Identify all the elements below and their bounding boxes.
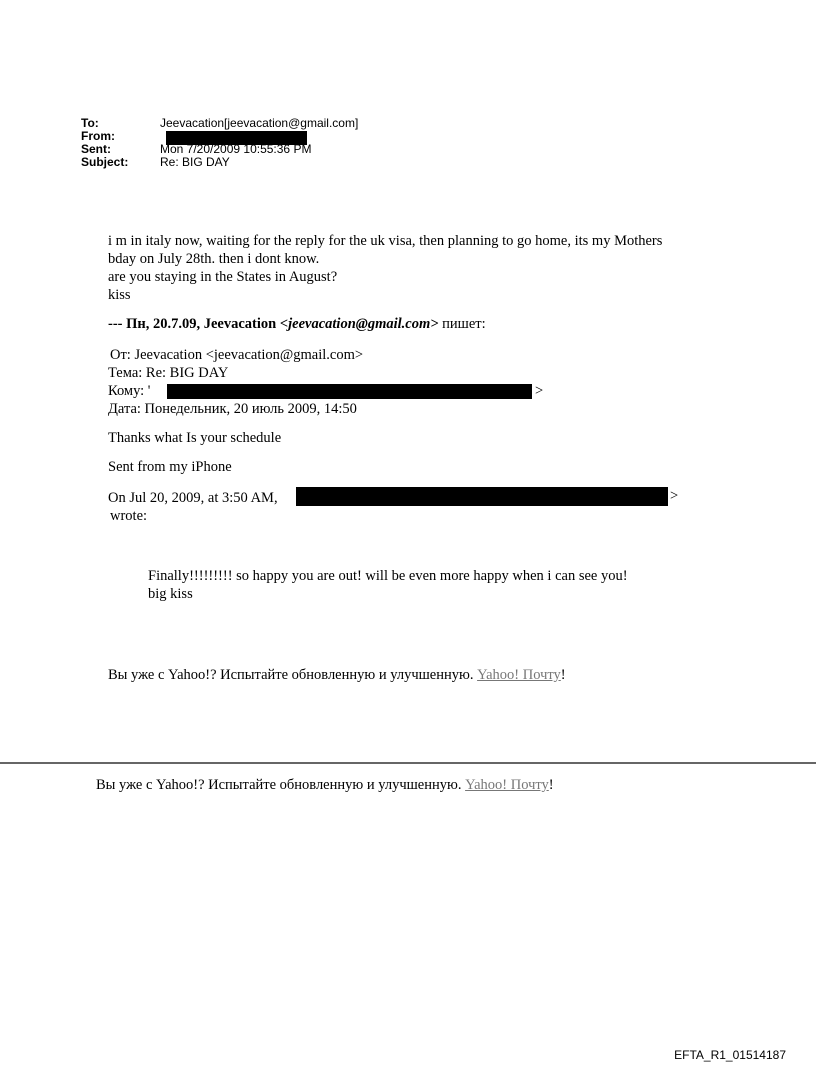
body-line: bday on July 28th. then i dont know.: [108, 251, 320, 267]
on-wrote-prefix: On Jul 20, 2009, at 3:50 AM,: [108, 490, 278, 506]
quote-intro-email: <jeevacation@gmail.com>: [279, 316, 439, 332]
document-id: EFTA_R1_01514187: [674, 1048, 786, 1062]
quoted-to-end: >: [535, 383, 544, 399]
sent-label: Sent:: [81, 142, 111, 156]
footer-promo-end: !: [548, 777, 554, 793]
inner-quote-line: big kiss: [148, 586, 193, 602]
on-wrote-end: >: [670, 488, 679, 504]
body-line: i m in italy now, waiting for the reply for the uk visa, then planning to go home, its my Mothers: [108, 233, 663, 249]
footer-promo-text: Вы уже с Yahoo!? Испытайте обновленную и улучшенную.: [96, 777, 466, 793]
quoted-from: От: Jeevacation <jeevacation@gmail.com>: [110, 347, 364, 363]
redaction-sender: [296, 487, 668, 506]
footer-promo: [96, 776, 554, 794]
wrote-label: wrote:: [110, 508, 148, 524]
yahoo-promo-end: !: [560, 667, 566, 683]
quote-intro: [108, 315, 486, 333]
subject-value: Re: BIG DAY: [160, 155, 230, 169]
body-line: are you staying in the States in August?: [108, 269, 338, 285]
to-value: Jeevacation[jeevacation@gmail.com]: [160, 116, 359, 130]
to-label: To:: [81, 116, 99, 130]
inner-quote-line: Finally!!!!!!!!! so happy you are out! will be even more happy when i can see you!: [148, 568, 628, 584]
quoted-to-label: Кому: ': [108, 383, 151, 399]
divider: [0, 762, 816, 764]
redaction-to: [167, 384, 532, 399]
quoted-date: Дата: Понедельник, 20 июль 2009, 14:50: [108, 401, 357, 417]
footer-yahoo-mail-link[interactable]: Yahoo! Почту: [465, 777, 549, 793]
yahoo-promo-text: Вы уже с Yahoo!? Испытайте обновленную и улучшенную.: [108, 667, 478, 683]
quoted-body-line: Thanks what Is your schedule: [108, 430, 282, 446]
yahoo-mail-link[interactable]: Yahoo! Почту: [477, 667, 561, 683]
yahoo-promo: [108, 666, 566, 684]
quoted-subject: Тема: Re: BIG DAY: [108, 365, 229, 381]
quote-intro-prefix: --- Пн, 20.7.09, Jeevacation: [108, 316, 280, 332]
subject-label: Subject:: [81, 155, 129, 169]
quoted-signature: Sent from my iPhone: [108, 459, 232, 475]
body-line: kiss: [108, 287, 131, 303]
sent-value: Mon 7/20/2009 10:55:36 PM: [160, 142, 312, 156]
quote-intro-suffix: пишет:: [438, 316, 486, 332]
from-label: From:: [81, 129, 115, 143]
